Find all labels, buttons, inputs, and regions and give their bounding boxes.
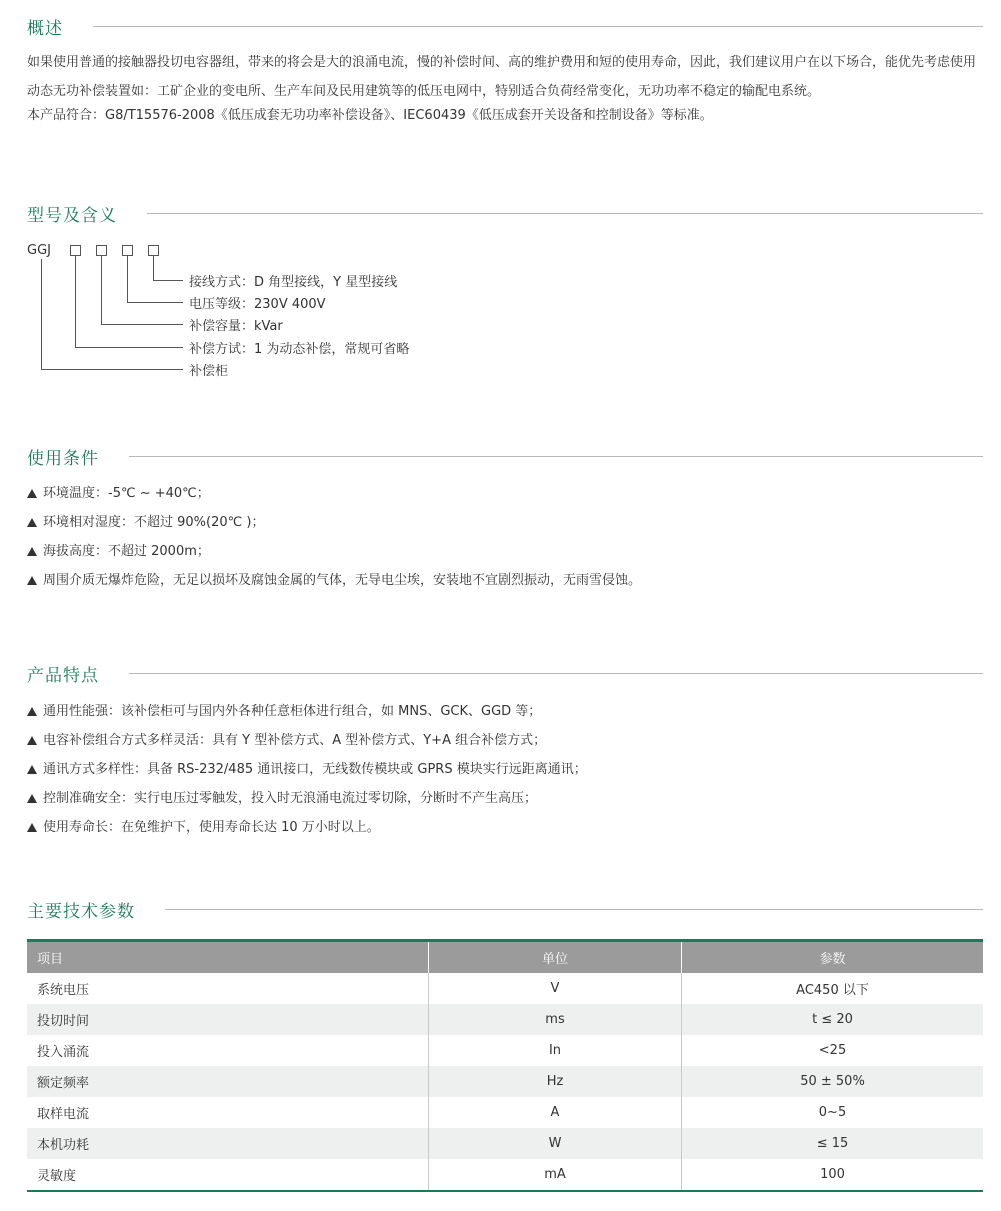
- leader-line: [127, 302, 183, 303]
- triangle-bullet-icon: [27, 547, 37, 556]
- triangle-bullet-icon: [27, 765, 37, 774]
- list-item: 通讯方式多样性：具备 RS-232/485 通讯接口，无线数传模块或 GPRS 模块实行远距离通讯；: [27, 755, 985, 784]
- standards-paragraph: 本产品符合：G8/T15576-2008《低压成套无功功率补偿设备》、IEC60439《低压成套开关设备和控制设备》等标准。: [27, 108, 713, 123]
- column-header-unit: 单位: [429, 941, 682, 974]
- features-section-header: [27, 661, 983, 686]
- overview-section-header: [27, 14, 983, 39]
- table-cell-item: 额定频率: [37, 1076, 90, 1091]
- list-item: 环境温度：-5℃ ~ +40℃；: [27, 479, 985, 508]
- triangle-bullet-icon: [27, 489, 37, 498]
- leader-line: [75, 347, 183, 348]
- leader-line: [101, 256, 102, 324]
- leader-line: [75, 256, 76, 347]
- conditions-section-header: [27, 444, 983, 469]
- table-row: [27, 1004, 983, 1035]
- triangle-bullet-icon: [27, 576, 37, 585]
- model-label-wiring: 接线方式：D 角型接线，Y 星型接线: [189, 275, 398, 290]
- model-label-method: 补偿方试：1 为动态补偿，常规可省略: [189, 342, 410, 357]
- triangle-bullet-icon: [27, 823, 37, 832]
- table-cell-value: ≤ 15: [682, 1128, 984, 1159]
- table-cell-item: 取样电流: [37, 1107, 90, 1122]
- section-title-params: 主要技术参数: [27, 902, 135, 922]
- section-divider: [165, 909, 983, 910]
- section-title-features: 产品特点: [27, 666, 99, 686]
- section-divider: [129, 456, 983, 457]
- table-row: [27, 1097, 983, 1128]
- table-cell-value: t ≤ 20: [682, 1004, 984, 1035]
- table-cell-unit: V: [429, 973, 682, 1004]
- table-cell-unit: ms: [429, 1004, 682, 1035]
- column-header-item: 项目: [27, 941, 429, 974]
- table-header-row: [27, 941, 983, 974]
- table-cell-value: AC450 以下: [682, 973, 984, 1004]
- table-row: [27, 1159, 983, 1191]
- model-box-3: [122, 245, 133, 256]
- table-row: [27, 1128, 983, 1159]
- section-title-model: 型号及含义: [27, 206, 117, 226]
- features-list: [27, 697, 985, 842]
- table-cell-unit: In: [429, 1035, 682, 1066]
- list-item: 周围介质无爆炸危险，无足以损坏及腐蚀金属的气体，无导电尘埃，安装地不宜剧烈振动，无雨雪侵蚀。: [27, 566, 985, 595]
- leader-line: [101, 324, 183, 325]
- table-row: [27, 973, 983, 1004]
- table-cell-unit: mA: [429, 1159, 682, 1191]
- column-header-value: 参数: [682, 941, 984, 974]
- list-item: 通用性能强：该补偿柜可与国内外各种任意柜体进行组合，如 MNS、GCK、GGD 等；: [27, 697, 985, 726]
- table-cell-unit: Hz: [429, 1066, 682, 1097]
- table-cell-item: 本机功耗: [37, 1138, 90, 1153]
- table-cell-unit: A: [429, 1097, 682, 1128]
- section-divider: [129, 673, 983, 674]
- leader-line: [41, 259, 42, 369]
- triangle-bullet-icon: [27, 707, 37, 716]
- params-section-header: [27, 897, 983, 922]
- conditions-list: [27, 479, 985, 595]
- table-row: [27, 1035, 983, 1066]
- model-label-voltage: 电压等级：230V 400V: [189, 297, 326, 312]
- section-divider: [93, 26, 983, 27]
- table-cell-item: 灵敏度: [27, 1159, 429, 1191]
- params-table: [27, 939, 983, 1192]
- table-cell-value: <25: [682, 1035, 984, 1066]
- list-item: 电容补偿组合方式多样灵活：具有 Y 型补偿方式、A 型补偿方式、Y+A 组合补偿方式；: [27, 726, 985, 755]
- model-box-1: [70, 245, 81, 256]
- leader-line: [153, 256, 154, 280]
- model-code: GGJ: [27, 243, 51, 258]
- table-cell-unit: W: [429, 1128, 682, 1159]
- leader-line: [127, 256, 128, 302]
- leader-line: [41, 369, 183, 370]
- leader-line: [153, 280, 183, 281]
- overview-paragraph: 如果使用普通的接触器投切电容器组，带来的将会是大的浪涌电流，慢的补偿时间、高的维护费用和短的使用寿命，因此，我们建议用户在以下场合，能优先考虑使用动态无功补偿装置如：工矿企业的变电所、生产车间及民用建筑等的低压电网中，特别适合负荷经常变化，无功功率不稳定的输配电系统。: [27, 55, 977, 99]
- model-label-cabinet: 补偿柜: [189, 364, 229, 379]
- section-title-overview: 概述: [27, 19, 63, 39]
- list-item: 海拔高度：不超过 2000m；: [27, 537, 985, 566]
- table-cell-item: 系统电压: [37, 983, 90, 998]
- model-section-header: [27, 201, 983, 226]
- triangle-bullet-icon: [27, 736, 37, 745]
- table-cell-item: 投入涌流: [37, 1045, 90, 1060]
- list-item: 使用寿命长：在免维护下，使用寿命长达 10 万小时以上。: [27, 813, 985, 842]
- table-cell-value: 100: [682, 1159, 984, 1191]
- list-item: 控制准确安全：实行电压过零触发，投入时无浪涌电流过零切除，分断时不产生高压；: [27, 784, 985, 813]
- triangle-bullet-icon: [27, 794, 37, 803]
- list-item: 环境相对湿度：不超过 90%(20℃ )；: [27, 508, 985, 537]
- section-divider: [147, 213, 983, 214]
- table-cell-value: 50 ± 50%: [682, 1066, 984, 1097]
- model-box-2: [96, 245, 107, 256]
- model-box-4: [148, 245, 159, 256]
- table-cell-item: 投切时间: [37, 1014, 90, 1029]
- section-title-conditions: 使用条件: [27, 449, 99, 469]
- triangle-bullet-icon: [27, 518, 37, 527]
- table-cell-value: 0~5: [682, 1097, 984, 1128]
- model-label-capacity: 补偿容量：kVar: [189, 319, 283, 334]
- table-row: [27, 1066, 983, 1097]
